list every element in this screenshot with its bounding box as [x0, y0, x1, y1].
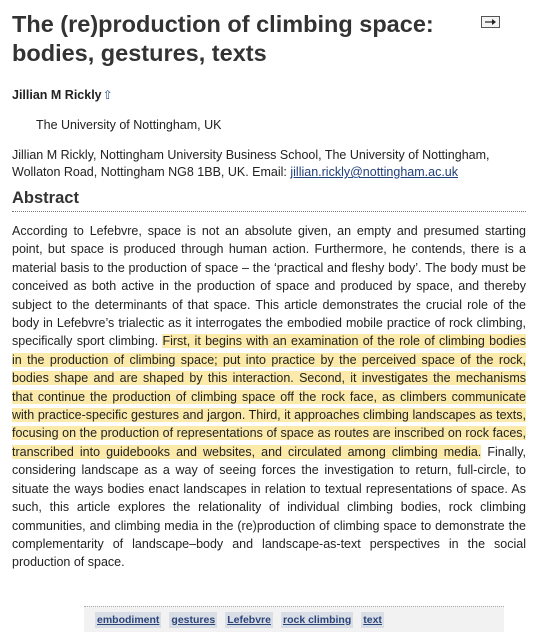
- keyword-lefebvre[interactable]: Lefebvre: [227, 613, 271, 626]
- keyword-embodiment[interactable]: embodiment: [97, 613, 160, 626]
- author-affiliation-marker[interactable]: ⇧: [102, 88, 113, 102]
- arrow-right-icon: [485, 19, 496, 25]
- abstract-conclusion: Finally, considering landscape as a way of seeing forces the investigation to return, full-circle, to situate the ways bodies enact landscapes in relation to textual representations of space. As such, this article explores the relationality of individual climbing bodies, rock climbing communities, and climbing media in the (re)production of climbing space to demonstrate the complementarity of landscape–body and landscape-as-text perspectives in the social production of space.: [12, 444, 526, 570]
- author-line: [12, 88, 526, 102]
- keyword-bar: [84, 606, 504, 632]
- email-link[interactable]: jillian.rickly@nottingham.ac.uk: [290, 165, 458, 179]
- keyword-gestures[interactable]: gestures: [171, 613, 216, 626]
- author-name[interactable]: Jillian M Rickly: [12, 88, 102, 102]
- article-title: The (re)production of climbing space: bodies, gestures, texts: [12, 11, 434, 66]
- abstract-text: [12, 222, 526, 572]
- correspondence-address: Jillian M Rickly, Nottingham University Business School, The University of Nottingham, Wollaton Road, Nottingham NG8 1BB, UK. Email:: [12, 148, 490, 179]
- abstract-intro: According to Lefebvre, space is not an absolute given, an empty and presumed starting point, but space is produced through human action. Furthermore, he contends, there is a material basis to the production of space – the ‘practical and fleshy body’. The body must be conceived as both active in the production of space and produced by space, and thereby subject to the determinants of that space. This article demonstrates the crucial role of the body in Lefebvre’s trialectic as it interrogates the embodied mobile practice of rock climbing, specifically sport climbing.: [12, 224, 526, 349]
- correspondence: [12, 147, 526, 181]
- keyword-rock-climbing[interactable]: rock climbing: [282, 613, 352, 626]
- keyword-text[interactable]: text: [363, 613, 382, 626]
- abstract-highlight[interactable]: First, it begins with an examination of the role of climbing bodies in the production of climbing space; put into practice by the perceived space of the rock, bodies shape and are shaped by this interaction. Second, it investigates the mechanisms that continue the production of climbing space off the rock face, as climbers communicate with practice-specific gestures and jargon. Third, it approaches climbing landscapes as texts, focusing on the production of representations of space as routes are inscribed on rock faces, transcribed into guidebooks and websites, and circulated among climbing media.: [12, 334, 526, 459]
- affiliation: The University of Nottingham, UK: [36, 118, 222, 132]
- abstract-heading: Abstract: [12, 189, 526, 212]
- arrow-right-button[interactable]: [481, 16, 500, 28]
